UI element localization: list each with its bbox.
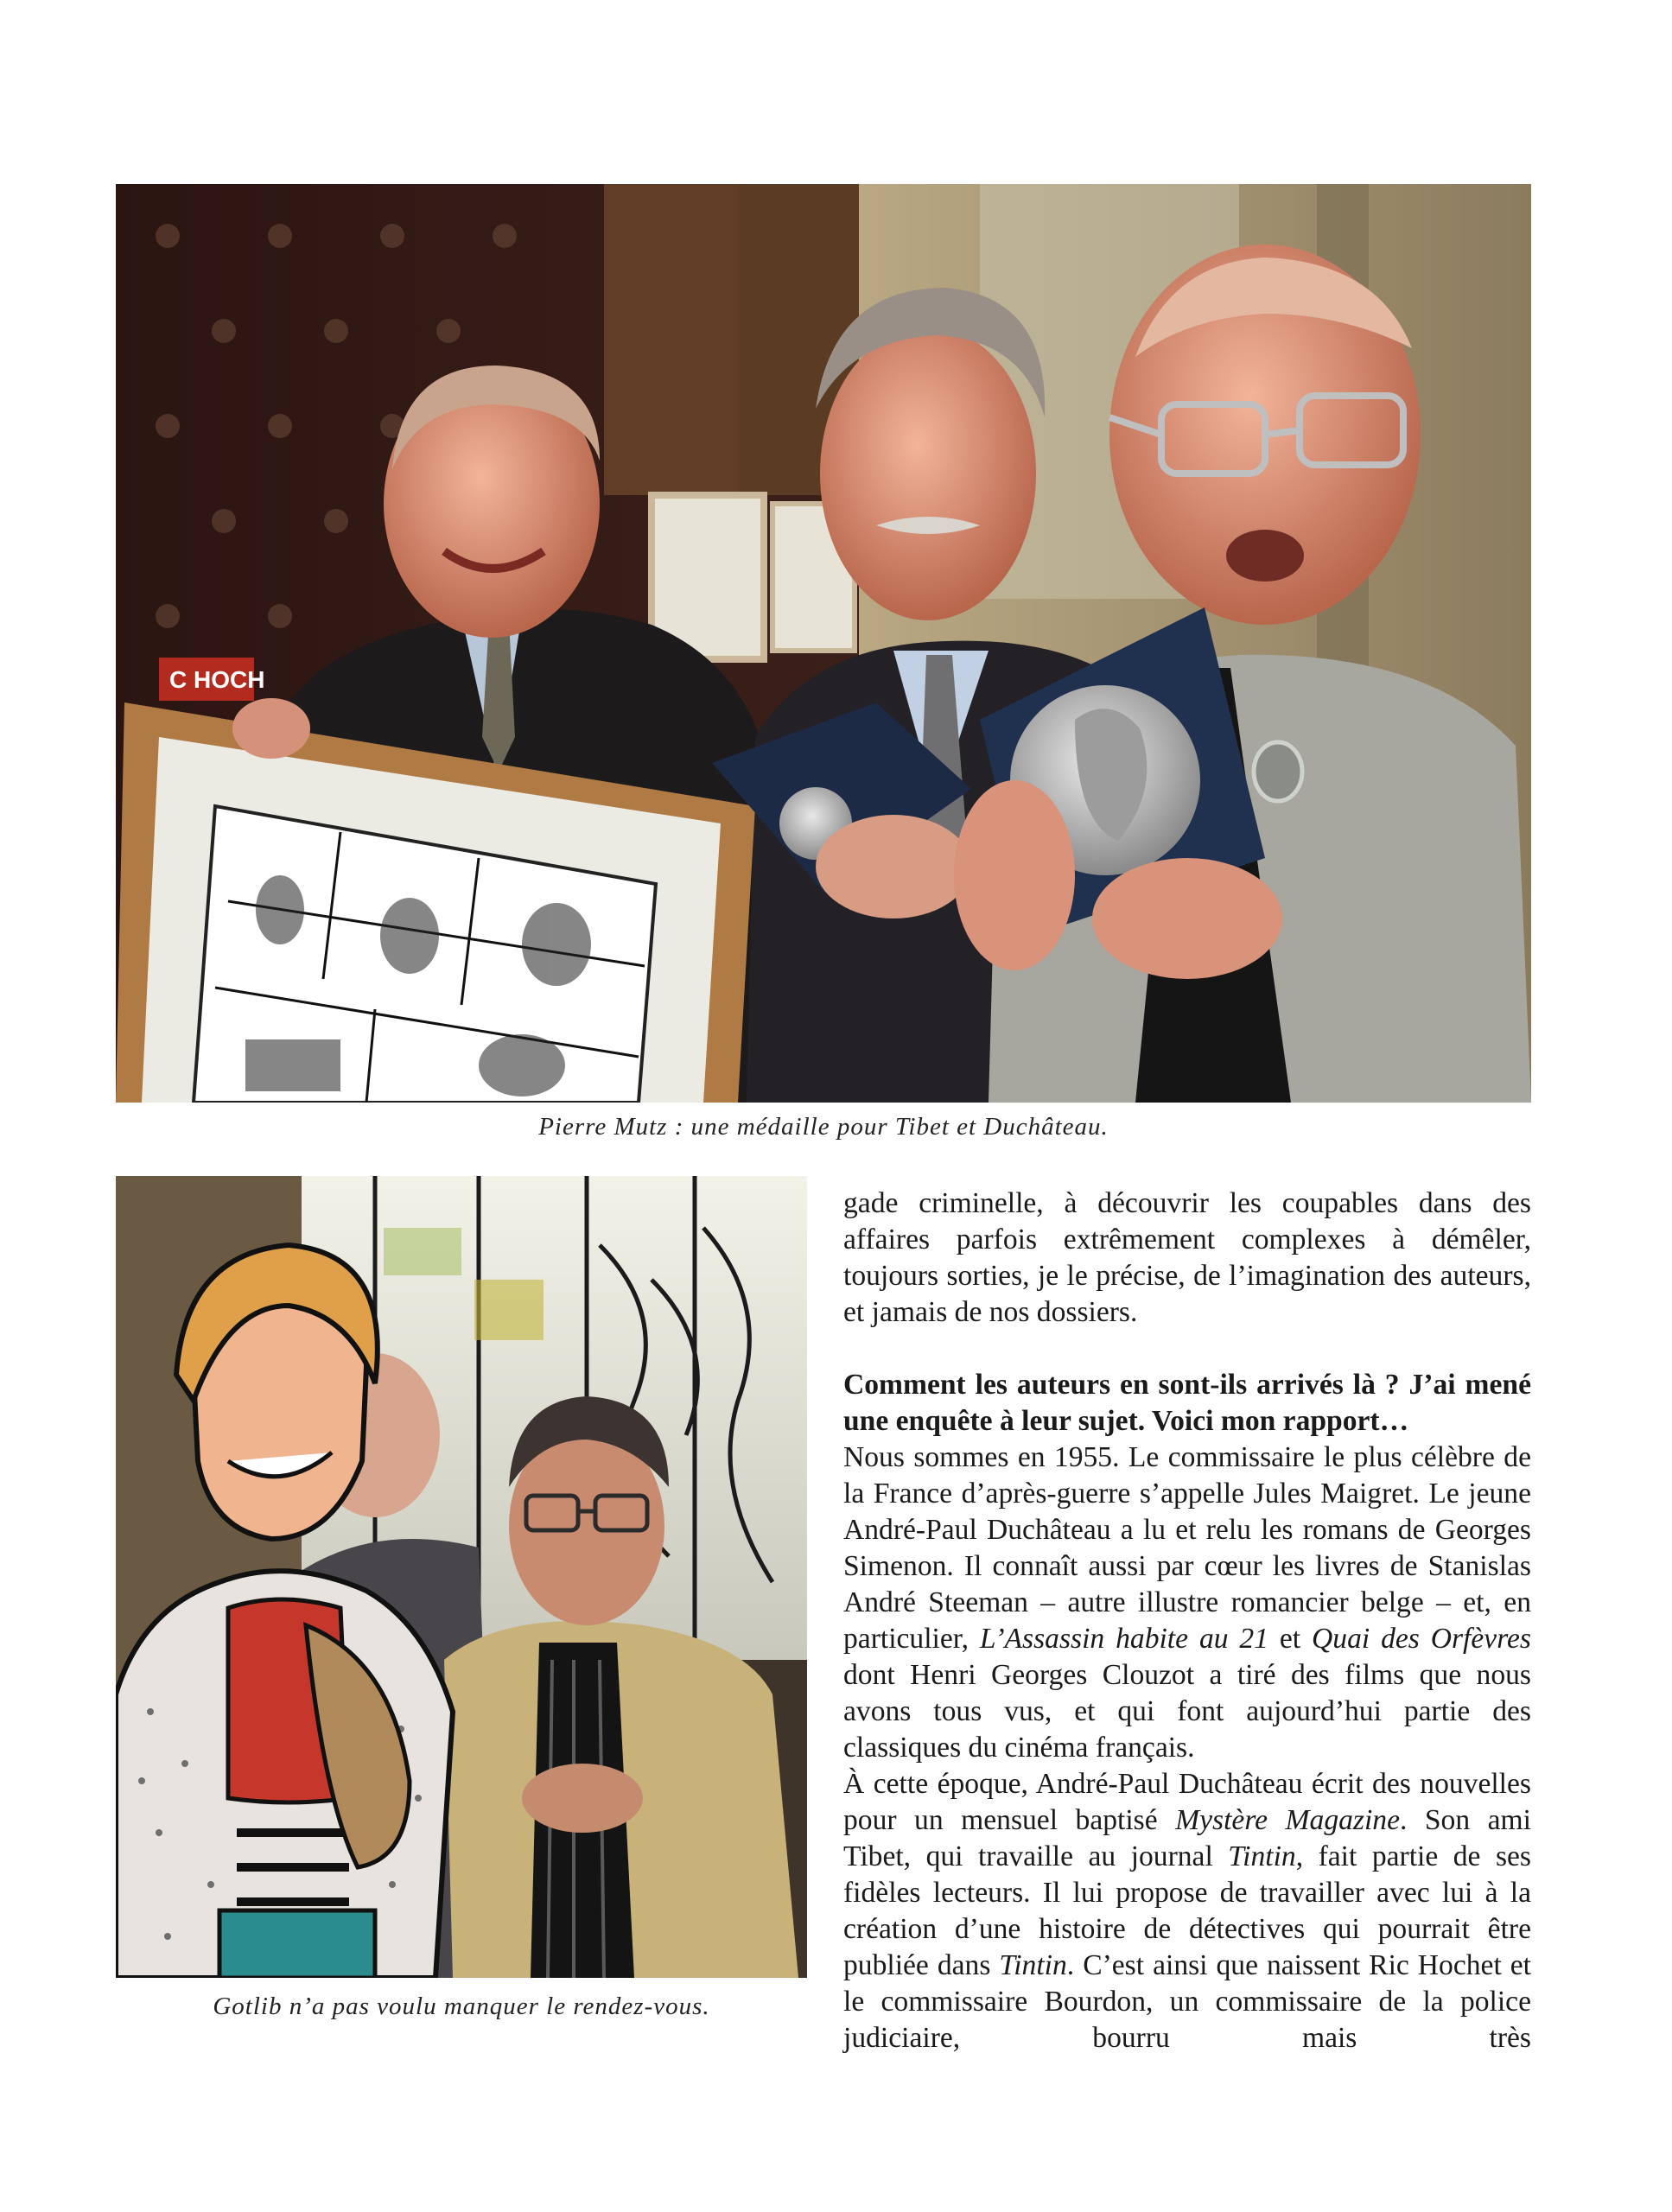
journal-title-tintin-2: Tintin (999, 1949, 1067, 1981)
photo-caption-bottom: Gotlib n’a pas voulu manquer le rendez-vous. (213, 1993, 710, 2020)
journal-title-tintin: Tintin (1228, 1840, 1296, 1872)
photo-caption-top: Pierre Mutz : une médaille pour Tibet et Duchâteau. (538, 1113, 1109, 1141)
book-title-assassin: L’Assassin habite au 21 (979, 1623, 1268, 1655)
gotlib-photo (116, 1176, 807, 1978)
p1-text-c: dont Henri Georges Clouzot a tiré des films que nous avons tous vus, et qui font aujourd’hui partie des classiques du cinéma français. (843, 1659, 1531, 1764)
p2-text-d: . C’est ainsi que naissent Ric Hochet et le commissaire Bourdon, un commissaire de la police judiciaire, bourru mais très (843, 1949, 1532, 2054)
award-ceremony-photo (116, 184, 1531, 1103)
p2-text-c: , fait partie de ses fidèles lecteurs. Il lui propose de travailler avec lui à la création d’une histoire de détectives qui pourrait être publiée dans (843, 1840, 1531, 1981)
article-lead-paragraph: gade criminelle, à découvrir les coupables dans des affaires parfois extrêmement complexes à démêler, toujours sorties, je le précise, de l’imagination des auteurs, et jamais de nos dossiers. (843, 1187, 1531, 1328)
book-title-quai: Quai des Orfèvres (1312, 1623, 1531, 1655)
article-question-heading: Comment les auteurs en sont-ils arrivés là ? J’ai mené une enquête à leur sujet. Voici mon rapport… (843, 1369, 1531, 1437)
p1-text-a: Nous sommes en 1955. Le commissaire le plus célèbre de la France d’après-guerre s’appelle Jules Maigret. Le jeune André-Paul Duchâteau a lu et relu les romans de Georges Simenon. Il connaît aussi par cœur les livres de Stanislas André Steeman – autre illustre romancier belge – et, en particulier, (843, 1441, 1531, 1655)
p2-text-a: À cette époque, André-Paul Duchâteau écrit des nouvelles pour un mensuel baptisé (843, 1768, 1531, 1836)
red-sign-text: C HOCH (169, 666, 265, 693)
gotlib-illustration (116, 1176, 807, 1978)
middle-man-face (820, 327, 1036, 620)
article-paragraph-1 (843, 1440, 1531, 1766)
magazine-title-mystere: Mystère Magazine (1175, 1804, 1400, 1836)
p1-text-b: et (1268, 1623, 1313, 1655)
p2-text-b: . Son ami Tibet, qui travaille au journal (843, 1804, 1531, 1872)
article-paragraph-2 (843, 1766, 1531, 2056)
award-ceremony-illustration (116, 184, 1531, 1103)
article-column (843, 1185, 1531, 2056)
